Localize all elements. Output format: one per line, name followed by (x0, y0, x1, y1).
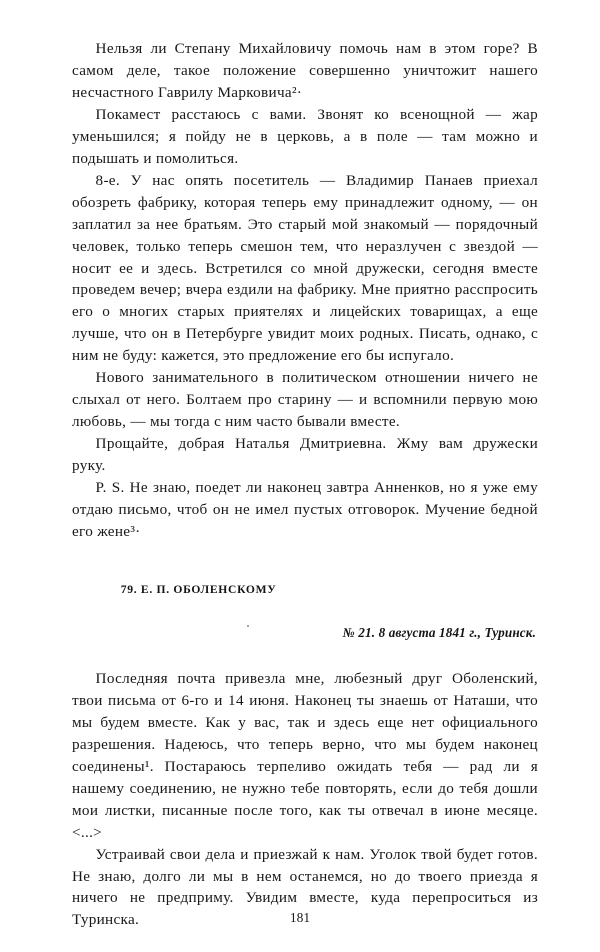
letter-79-body (72, 641, 538, 931)
paragraph: Покамест расстаюсь с вами. Звонят ко всенощной — жар уменьшился; я пойду не в церковь, а в поле — там можно и подышать и помолиться. (72, 105, 538, 167)
paragraph: P. S. Не знаю, поедет ли наконец завтра Анненков, но я уже ему отдаю письмо, чтоб он не имел пустых отговорок. Мучение бедной его жене³· (72, 479, 538, 540)
paragraph: 8-е. У нас опять посетитель — Владимир Панаев приехал обозреть фабрику, которая теперь ему принадлежит одному, — он заплатил за нее братьям. Это старый мой знакомый — порядочный человек, только теперь смешон тем, что неразлучен с звездой — носит ее и здесь. Встретился со мной дружески, сегодня вместе проведем вечер; вчера ездили на фабрику. Мне приятно расспросить его о многих старых приятелях и лицейских товарищах, а еще лучше, что он в Петербурге увидит моих родных. Писать, однако, с ним не буду: кажется, это предложение его бы испугало. (72, 171, 538, 365)
letter-78-body (72, 38, 538, 543)
paragraph: Прощайте, добрая Наталья Дмитриевна. Жму вам дружески руку. (72, 435, 538, 475)
paragraph: Устраивай свои дела и приезжай к нам. Уголок твой будет готов. Не знаю, долго ли мы в нем останемся, но до твоего приезда я ничего не предприму. Увидим вместе, куда перепроситься из Туринска. (72, 845, 538, 929)
letter-heading: 79. Е. П. ОБОЛЕНСКОМУ (120, 582, 277, 596)
paragraph: Нового занимательного в политическом отношении ничего не слыхал от него. Болтаем про старину — и вспомнили первую мою любовь, — мы тогда с ним часто бывали вместе. (72, 369, 538, 431)
letter-dateline: № 21. 8 августа 1841 г., Туринск. (342, 624, 536, 640)
paragraph: Последняя почта привезла мне, любезный друг Оболенский, твои письма от 6-го и 14 июня. Наконец ты знаешь от Наташи, что мы будем вместе. Как у вас, так и здесь еще нет официального разрешения. Надеюсь, что теперь верно, что мы будем наконец соединены¹. Постараюсь терпеливо ожидать тебя — рад ли я нашему соединению, не нужно тебе повторять, если до тебя дошли мои листки, писанные после того, как ты отвечал в июне месяце. <...> (72, 669, 538, 841)
ink-speck (247, 625, 249, 627)
paragraph: Нельзя ли Степану Михайловичу помочь нам в этом горе? В самом деле, такое положение совершенно уничтожит нашего несчастного Гаврилу Марковича²· (72, 40, 538, 101)
page-number: 181 (289, 910, 311, 925)
